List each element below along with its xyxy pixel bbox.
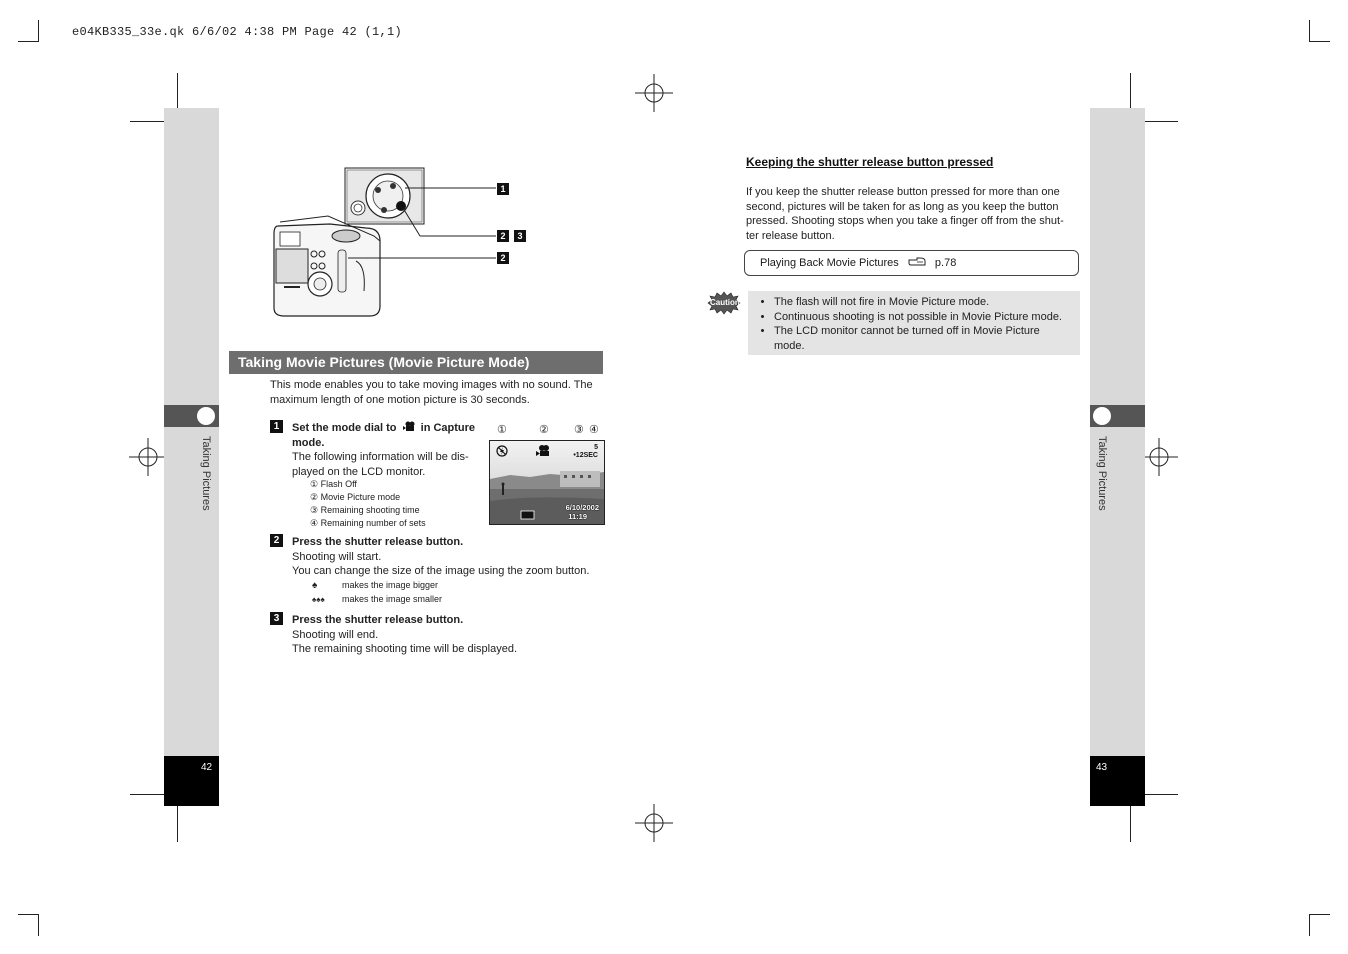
left-side-tab — [164, 405, 219, 427]
movie-picture-mode-icon — [536, 445, 550, 457]
caution-item: • The flash will not fire in Movie Picture mode. — [774, 295, 1080, 310]
registration-mark-right — [1140, 438, 1178, 476]
step-2: Press the shutter release button. Shooting will start. You can change the size of the image using the zoom button. — [292, 536, 590, 577]
camera-callout-2: 2 — [497, 230, 509, 242]
movie-mode-icon — [403, 421, 415, 432]
step-1-items: ① Flash Off ② Movie Picture mode ③ Remaining shooting time ④ Remaining number of sets — [310, 479, 426, 528]
intro-text: This mode enables you to take moving images with no sound. The maximum length of one motion picture is 30 seconds. — [270, 379, 593, 406]
lcd-date: 6/10/2002 — [565, 503, 599, 512]
lcd-marker-4: ④ — [589, 424, 599, 436]
reference-text: Playing Back Movie Pictures — [760, 257, 899, 269]
left-page-number: 42 — [164, 756, 219, 806]
right-body: If you keep the shutter release button pressed for more than one second, pictures will be taken for as long as you keep the button pressed. Shooting stops when you take a finger off from the shut- ter release button. — [746, 186, 1064, 242]
registration-mark-bottom — [635, 804, 673, 842]
step-3: Press the shutter release button. Shooting will end. The remaining shooting time will be displayed. — [292, 614, 518, 655]
lcd-remaining-time: •12SEC — [573, 452, 598, 459]
camera-illustration — [270, 166, 506, 322]
lcd-marker-2: ② — [539, 424, 549, 436]
caution-box — [748, 291, 1080, 355]
caution-item: • Continuous shooting is not possible in Movie Picture mode. — [774, 310, 1080, 325]
step-1: Set the mode dial to in Capture mode. The following information will be dis- played on the LCD monitor. — [292, 422, 476, 478]
lcd-screen — [489, 440, 605, 525]
registration-mark-left — [129, 438, 167, 476]
zoom-wide-row: ♠♠♠ makes the image smaller — [312, 594, 443, 604]
lcd-marker-1: ① — [497, 424, 507, 436]
caution-item: • The LCD monitor cannot be turned off in Movie Picture mode. — [774, 324, 1080, 353]
print-slug: e04KB335_33e.qk 6/6/02 4:38 PM Page 42 (1,1) — [72, 25, 403, 39]
caution-badge: Caution — [706, 291, 742, 315]
reference-box — [744, 250, 1079, 276]
registration-mark-top — [635, 74, 673, 112]
section-title: Taking Movie Pictures (Movie Picture Mode) — [229, 351, 603, 374]
right-page-number: 43 — [1090, 756, 1145, 806]
right-side-tab — [1090, 405, 1145, 427]
right-heading: Keeping the shutter release button pressed — [746, 155, 994, 169]
lcd-marker-3: ③ — [574, 424, 584, 436]
left-side-label: Taking Pictures — [200, 436, 212, 511]
camera-callout-3: 3 — [514, 230, 526, 242]
camera-callout-1: 1 — [497, 183, 509, 195]
wide-icon: ♠♠♠ — [312, 595, 325, 604]
flash-off-icon — [496, 445, 508, 457]
camera-callout-2b: 2 — [497, 252, 509, 264]
zoom-tele-row: ♠ makes the image bigger — [312, 580, 439, 591]
right-side-label: Taking Pictures — [1096, 436, 1108, 511]
pointing-hand-icon — [908, 257, 928, 267]
step-3-number: 3 — [270, 612, 283, 625]
lcd-remaining-count: 5 — [594, 444, 598, 451]
reference-page: p.78 — [934, 257, 957, 269]
step-2-number: 2 — [270, 534, 283, 547]
step-1-number: 1 — [270, 420, 283, 433]
lcd-clock: 11:19 — [568, 512, 587, 521]
tele-icon: ♠ — [312, 580, 318, 591]
